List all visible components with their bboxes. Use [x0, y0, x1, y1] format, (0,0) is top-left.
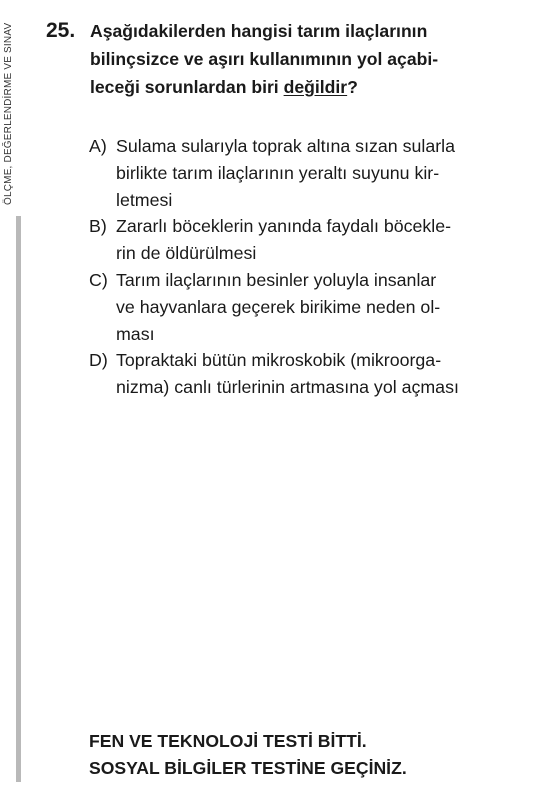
question-stem-line: bilinçsizce ve aşırı kullanımının yol açabi- — [90, 49, 439, 69]
option-letter: C) — [89, 269, 108, 290]
option-text-line: birlikte tarım ilaçlarının yeraltı suyunu kir- — [116, 162, 440, 183]
option-letter: A) — [89, 136, 107, 156]
side-label-text: ÖLÇME, DEĞERLENDİRME VE SINAV — [3, 22, 14, 205]
question-stem-emphasis: değildir — [283, 77, 348, 97]
option-text-line: ve hayvanlara geçerek birikime neden ol- — [116, 296, 441, 317]
side-bar — [16, 216, 21, 782]
option-b[interactable] — [89, 213, 529, 267]
question-stem-suffix: ? — [347, 77, 358, 97]
side-label — [0, 0, 14, 205]
option-text-line: Tarım ilaçlarının besinler yoluyla insanlar — [116, 269, 437, 290]
test-end-notice — [89, 728, 407, 782]
option-text-line: Sulama sularıyla toprak altına sızan sularla — [116, 136, 455, 156]
next-test-line: SOSYAL BİLGİLER TESTİNE GEÇİNİZ. — [89, 758, 407, 778]
option-text-line: Zararlı böceklerin yanında faydalı böcekle- — [116, 216, 452, 237]
question-stem-line — [90, 73, 520, 101]
option-a[interactable] — [89, 133, 529, 213]
option-text-line: nizma) canlı türlerinin artmasına yol açması — [116, 377, 459, 398]
option-text-line: Topraktaki bütün mikroskobik (mikroorga- — [116, 350, 442, 371]
answer-options — [89, 133, 529, 401]
question-number: 25. — [46, 19, 76, 42]
test-end-line: FEN VE TEKNOLOJİ TESTİ BİTTİ. — [89, 731, 367, 751]
question-stem — [90, 17, 520, 101]
option-letter: B) — [89, 216, 107, 237]
option-d[interactable] — [89, 347, 529, 401]
option-text-line: letmesi — [116, 189, 173, 210]
question-stem-line: Aşağıdakilerden hangisi tarım ilaçlarının — [90, 21, 428, 41]
option-letter: D) — [89, 350, 108, 371]
option-text-line: ması — [116, 323, 155, 344]
question-stem-prefix: leceği sorunlardan biri — [90, 77, 284, 97]
option-c[interactable] — [89, 267, 529, 347]
option-text-line: rin de öldürülmesi — [116, 243, 257, 264]
